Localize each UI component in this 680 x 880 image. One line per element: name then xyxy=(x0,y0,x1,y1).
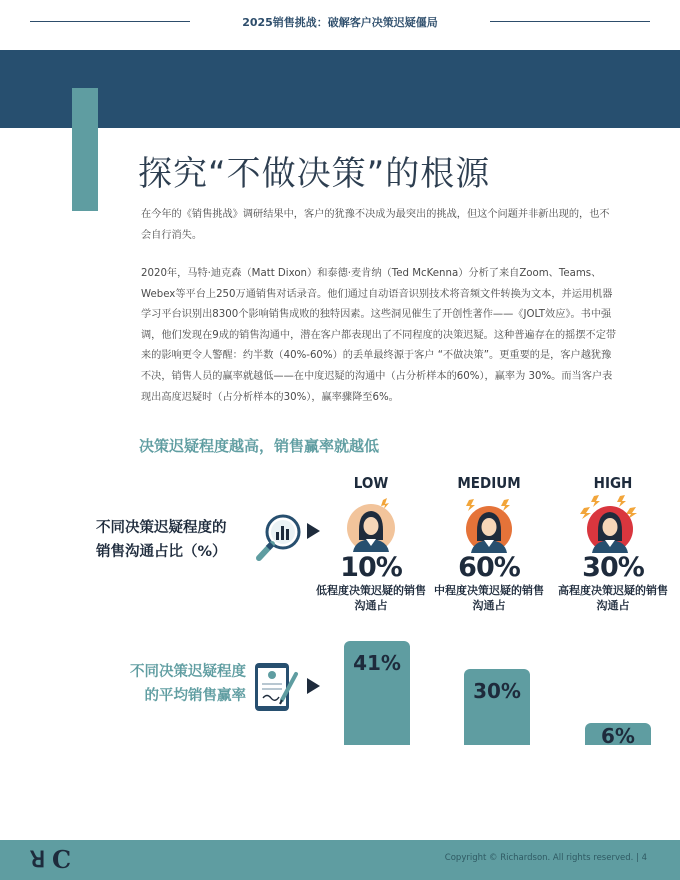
high-share-caption: 高程度决策迟疑的销售沟通占 xyxy=(558,584,668,612)
high-hesitation-person-icon xyxy=(580,494,640,560)
brand-logo xyxy=(30,846,82,879)
low-hesitation-person-icon xyxy=(343,496,399,560)
win-rate-bars xyxy=(330,630,670,748)
page-header xyxy=(0,0,680,50)
win-rate-bar-high xyxy=(585,723,651,748)
medium-share-caption: 中程度决策迟疑的销售沟通占 xyxy=(434,584,544,612)
level-medium-label: MEDIUM xyxy=(457,474,521,492)
header-rule-right xyxy=(490,21,650,22)
win-rate-label-high: 6% xyxy=(601,724,635,748)
win-rate-label-medium: 30% xyxy=(473,679,521,703)
level-low-label: LOW xyxy=(353,474,389,492)
high-share-value: 30% xyxy=(582,552,644,583)
header-title: 2025销售挑战：破解客户决策迟疑僵局 xyxy=(242,16,438,29)
row1-label: 不同决策迟疑程度的 销售沟通占比（%） xyxy=(96,520,227,560)
play-arrow-icon xyxy=(307,523,320,539)
intro-paragraph: 在今年的《销售挑战》调研结果中，客户的犹豫不决成为最突出的挑战，但这个问题并非新出现的，也不会自行消失。 xyxy=(141,209,610,241)
page-title: 探究“不做决策”的根源 xyxy=(138,154,491,194)
copyright-text: Copyright © Richardson. All rights reserved. | 4 xyxy=(444,853,647,863)
body-paragraph: 2020年，马特·迪克森（Matt Dixon）和泰德·麦肯纳（Ted McKenna）分析了来自Zoom、Teams、Webex等平台上250万通销售对话录音。他们通过自动语音识别技术将音频文件转换为文本，并运用机器学习平台识别出8300个影响销售成败的独特因素。这些洞见催生了开创性著作——《JOLT效应》。书中强调，他们发现在9成的销售沟通中，潜在客户都表现出了不同程度的决策迟疑。这种普遍存在的摇摆不定带来的影响更令人警醒：约半数（40%-60%）的丢单最终源于客户 “不做决策”。更重要的是，客户越犹豫不决，销售人员的赢率就越低——在中度迟疑的沟通中（占分析样本的60%），赢率为 30%。而当客户表现出高度迟疑时（占分析样本的30%），赢率骤降至6%。 xyxy=(141,268,617,403)
low-share-caption: 低程度决策迟疑的销售沟通占 xyxy=(316,584,426,612)
accent-bar xyxy=(72,88,98,211)
row2-label: 不同决策迟疑程度 的平均销售赢率 xyxy=(130,664,246,704)
medium-hesitation-person-icon xyxy=(461,496,517,560)
win-rate-bar-medium xyxy=(464,669,530,745)
medium-share-value: 60% xyxy=(458,552,520,583)
svg-text:ꓤ: ꓤ xyxy=(30,847,46,872)
tablet-document-icon xyxy=(252,660,302,718)
infographic-subheading: 决策迟疑程度越高，销售赢率就越低 xyxy=(139,437,380,455)
top-banner xyxy=(0,50,680,128)
win-rate-label-low: 41% xyxy=(353,651,401,675)
low-share-value: 10% xyxy=(340,552,402,583)
win-rate-bar-low xyxy=(344,641,410,745)
page-footer xyxy=(0,840,680,880)
magnifier-chart-icon xyxy=(253,512,303,568)
play-arrow-icon xyxy=(307,678,320,694)
level-high-label: HIGH xyxy=(593,474,633,492)
svg-text:C: C xyxy=(52,846,72,872)
